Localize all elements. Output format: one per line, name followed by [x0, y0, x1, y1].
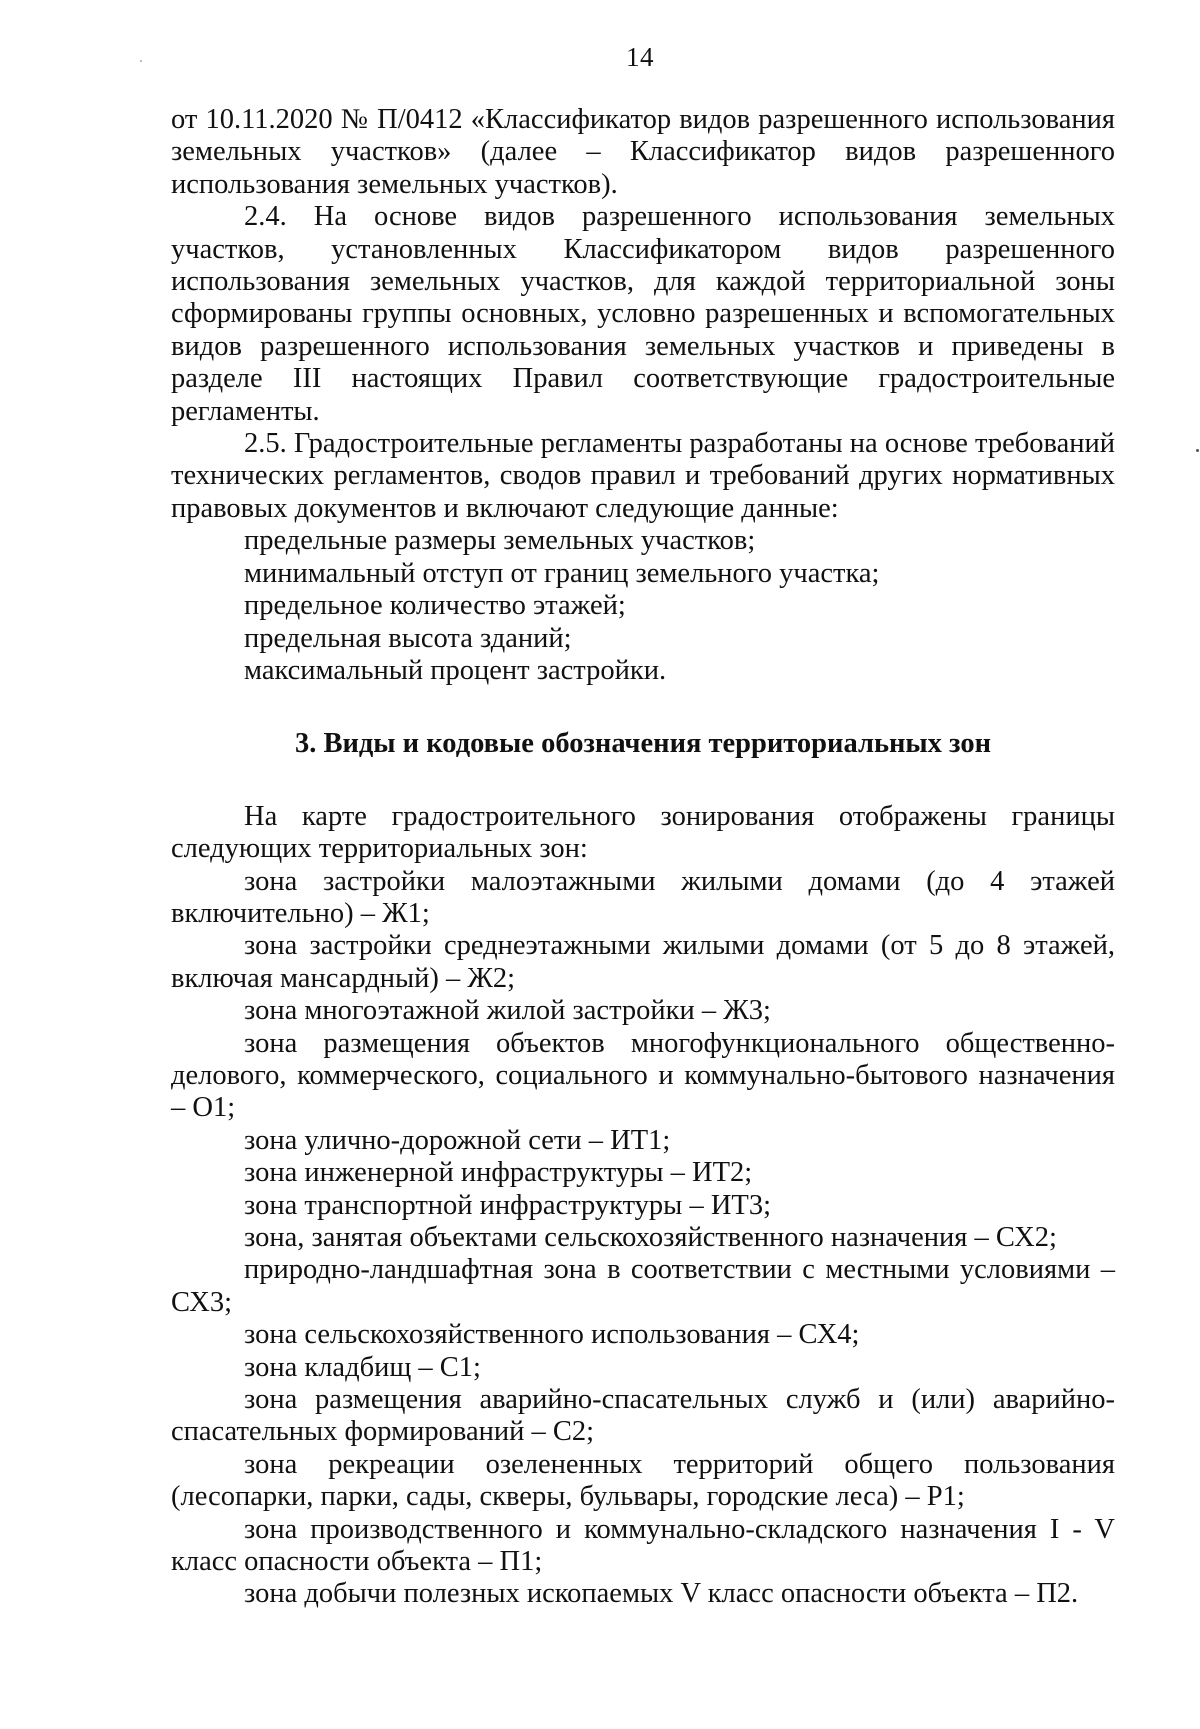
- page-number: 14: [626, 42, 654, 72]
- list-item: минимальный отступ от границ земельного участка;: [244, 557, 880, 589]
- intro-paragraph: от 10.11.2020 № П/0412 «Классификатор видов разрешенного использования земельных участков» (далее – Классификатор видов разрешенного использования земельных участков).: [171, 104, 1115, 200]
- list-item: максимальный процент застройки.: [244, 654, 667, 686]
- zone-list: [171, 866, 1115, 1611]
- zone-item-zh3: зона многоэтажной жилой застройки – Ж3;: [244, 995, 771, 1027]
- regulation-list: [171, 525, 1115, 687]
- paragraph-2-5: 2.5. Градостроительные регламенты разработаны на основе требований технических регламентов, сводов правил и требований других нормативных правовых документов и включают следующие данные:: [171, 428, 1115, 524]
- paragraph-2-4: 2.4. На основе видов разрешенного использования земельных участков, установленных Классификатором видов разрешенного использования земельных участков, для каждой территориальной зоны сформированы группы основных, условно разрешенных и вспомогательных видов разрешенного использования земельных участков и приведены в разделе III настоящих Правил соответствующие градостроительные регламенты.: [171, 201, 1115, 427]
- scan-speck: [140, 60, 142, 62]
- zone-item-r1: зона рекреации озелененных территорий общего пользования (лесопарки, парки, сады, скверы, бульвары, городские леса) – Р1;: [171, 1448, 1115, 1513]
- list-item: предельное количество этажей;: [244, 590, 626, 622]
- zone-item-it2: зона инженерной инфраструктуры – ИТ2;: [244, 1157, 753, 1189]
- zone-item-zh2: зона застройки среднеэтажными жилыми домами (от 5 до 8 этажей, включая мансардный) – Ж2;: [171, 930, 1115, 994]
- zone-item-it1: зона улично-дорожной сети – ИТ1;: [244, 1124, 671, 1156]
- list-item: предельная высота зданий;: [244, 622, 572, 654]
- zone-item-p1: зона производственного и коммунально-складского назначения I - V класс опасности объекта – П1;: [171, 1513, 1115, 1578]
- scan-speck: [1196, 449, 1199, 452]
- list-item: предельные размеры земельных участков;: [244, 525, 756, 557]
- zone-item-zh1: зона застройки малоэтажными жилыми домами (до 4 этажей включительно) – Ж1;: [171, 865, 1115, 929]
- zone-item-s2: зона размещения аварийно-спасательных служб и (или) аварийно-спасательных формирований – С2;: [171, 1384, 1115, 1448]
- section-intro: На карте градостроительного зонирования отображены границы следующих территориальных зон:: [171, 800, 1115, 865]
- zone-item-skh3: природно-ландшафтная зона в соответствии с местными условиями – СХ3;: [171, 1254, 1115, 1318]
- zone-item-s1: зона кладбищ – С1;: [244, 1351, 481, 1383]
- page-content: [171, 104, 1115, 1611]
- zone-item-o1: зона размещения объектов многофункционального общественно-делового, коммерческого, социального и коммунально-бытового назначения – О1;: [171, 1027, 1115, 1124]
- zone-item-skh2: зона, занятая объектами сельскохозяйственного назначения – СХ2;: [244, 1222, 1057, 1253]
- section-heading: 3. Виды и кодовые обозначения территориальных зон: [294, 728, 992, 760]
- zone-item-skh4: зона сельскохозяйственного использования – СХ4;: [244, 1319, 860, 1351]
- zone-item-p2: зона добычи полезных ископаемых V класс опасности объекта – П2.: [244, 1578, 1079, 1610]
- zone-item-it3: зона транспортной инфраструктуры – ИТ3;: [244, 1189, 771, 1221]
